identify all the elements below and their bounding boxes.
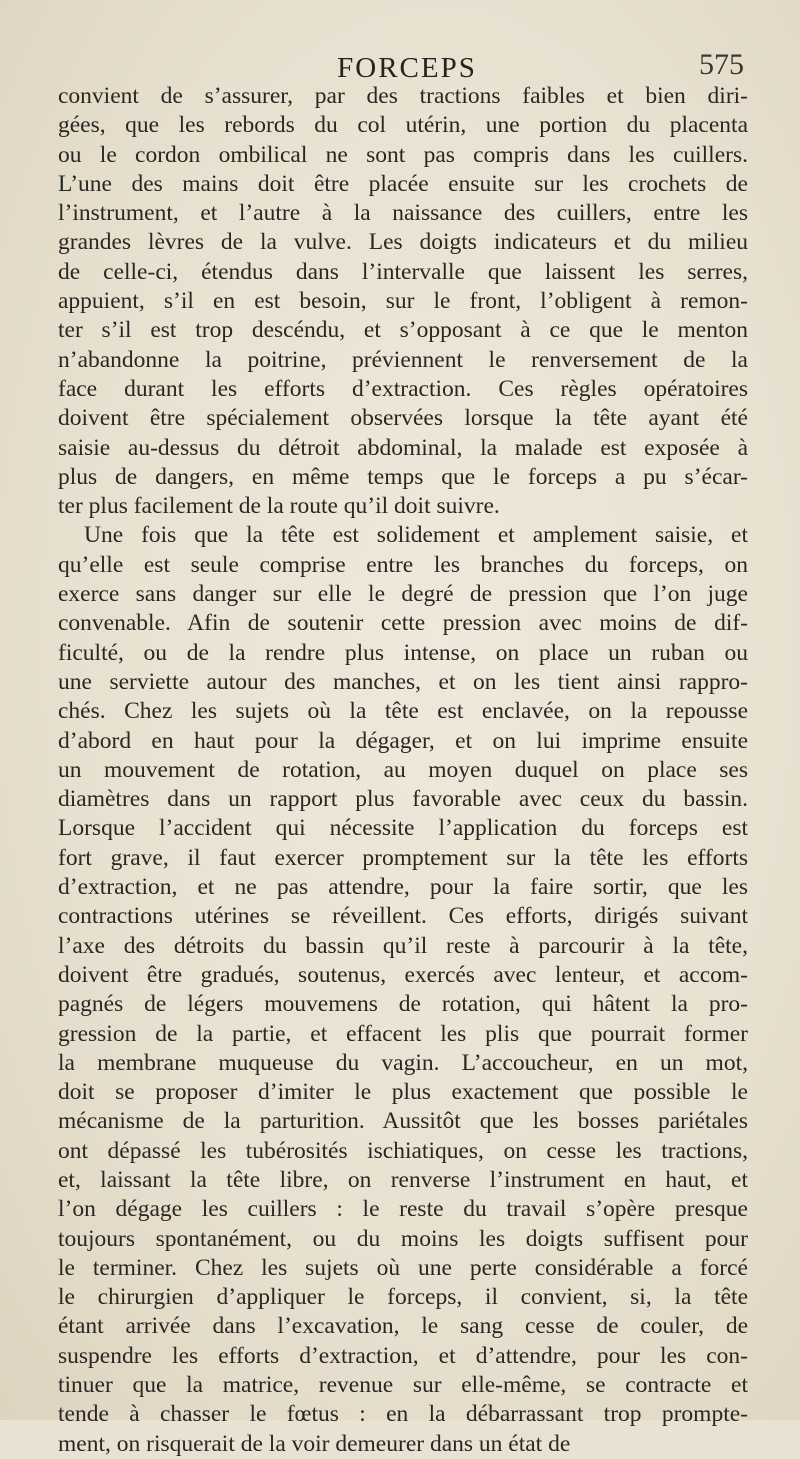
text-line: face durant les efforts d’extraction. Ces règles opératoires <box>58 375 748 402</box>
text-line: une serviette autour des manches, et on les tient ainsi rappro- <box>58 668 748 695</box>
text-line: fort grave, il faut exercer promptement sur la tête les efforts <box>58 844 748 871</box>
text-line: l’axe des détroits du bassin qu’il reste à parcourir à la tête, <box>58 932 748 959</box>
text-line: doivent être gradués, soutenus, exercés avec lenteur, et accom- <box>58 961 748 988</box>
text-line: ter s’il est trop descéndu, et s’opposant à ce que le menton <box>58 317 748 344</box>
text-line: exerce sans danger sur elle le degré de pression que l’on juge <box>58 581 748 608</box>
text-line: chés. Chez les sujets où la tête est enclavée, on la repousse <box>58 698 748 725</box>
text-line: diamètres dans un rapport plus favorable avec ceux du bassin. <box>58 786 748 813</box>
text-line: de celle-ci, étendus dans l’intervalle que laissent les serres, <box>58 258 748 285</box>
text-line: n’abandonne la poitrine, préviennent le renversement de la <box>58 346 748 373</box>
text-line: L’une des mains doit être placée ensuite sur les crochets de <box>58 170 748 197</box>
text-line: ficulté, ou de la rendre plus intense, on place un ruban ou <box>58 639 748 666</box>
text-line: l’on dégage les cuillers : le reste du travail s’opère presque <box>58 1196 748 1223</box>
text-line: étant arrivée dans l’excavation, le sang cesse de couler, de <box>58 1313 748 1340</box>
text-line: tinuer que la matrice, revenue sur elle-même, se contracte et <box>58 1372 748 1399</box>
running-title: FORCEPS <box>337 52 477 84</box>
text-line: ter plus facilement de la route qu’il doit suivre. <box>58 493 500 520</box>
text-line: ou le cordon ombilical ne sont pas compris dans les cuillers. <box>58 141 748 168</box>
text-line: appuient, s’il en est besoin, sur le front, l’obligent à remon- <box>58 288 748 315</box>
text-line: qu’elle est seule comprise entre les branches du forceps, on <box>58 551 748 578</box>
text-line: le terminer. Chez les sujets où une perte considérable a forcé <box>58 1254 748 1281</box>
text-line: gées, que les rebords du col utérin, une portion du placenta <box>58 112 748 139</box>
body-text <box>58 82 748 1459</box>
text-line: ont dépassé les tubérosités ischiatiques, on cesse les tractions, <box>58 1137 748 1164</box>
text-line: l’instrument, et l’autre à la naissance des cuillers, entre les <box>58 200 748 227</box>
text-line: convenable. Afin de soutenir cette pression avec moins de dif- <box>58 610 748 637</box>
text-line: doit se proposer d’imiter le plus exactement que possible le <box>58 1079 748 1106</box>
text-line: d’abord en haut pour la dégager, et on lui imprime ensuite <box>58 727 748 754</box>
text-line: contractions utérines se réveillent. Ces efforts, dirigés suivant <box>58 903 748 930</box>
text-line: pagnés de légers mouvemens de rotation, qui hâtent la pro- <box>58 991 748 1018</box>
text-line: ment, on risquerait de la voir demeurer dans un état de <box>58 1430 571 1457</box>
text-line: doivent être spécialement observées lorsque la tête ayant été <box>58 405 748 432</box>
text-line: et, laissant la tête libre, on renverse l’instrument en haut, et <box>58 1166 748 1193</box>
text-line: saisie au-dessus du détroit abdominal, la malade est exposée à <box>58 434 748 461</box>
text-line: toujours spontanément, ou du moins les doigts suffisent pour <box>58 1225 748 1252</box>
text-line: convient de s’assurer, par des tractions faibles et bien diri- <box>58 83 748 109</box>
text-line: mécanisme de la parturition. Aussitôt que les bosses pariétales <box>58 1108 748 1135</box>
text-line: d’extraction, et ne pas attendre, pour la faire sortir, que les <box>58 874 748 901</box>
text-line: tende à chasser le fœtus : en la débarrassant trop prompte- <box>58 1401 748 1428</box>
text-line: suspendre les efforts d’extraction, et d’attendre, pour les con- <box>58 1342 748 1369</box>
text-line: le chirurgien d’appliquer le forceps, il convient, si, la tête <box>58 1284 748 1311</box>
text-line: Une fois que la tête est solidement et amplement saisie, et <box>84 522 748 549</box>
text-line: gression de la partie, et effacent les plis que pourrait former <box>58 1020 748 1047</box>
text-line: un mouvement de rotation, au moyen duquel on place ses <box>58 756 748 783</box>
text-line: la membrane muqueuse du vagin. L’accoucheur, en un mot, <box>58 1049 748 1076</box>
page-number: 575 <box>699 48 744 81</box>
text-line: Lorsque l’accident qui nécessite l’application du forceps est <box>58 815 748 842</box>
text-line: plus de dangers, en même temps que le forceps a pu s’écar- <box>58 463 748 490</box>
text-line: grandes lèvres de la vulve. Les doigts indicateurs et du milieu <box>58 229 748 256</box>
